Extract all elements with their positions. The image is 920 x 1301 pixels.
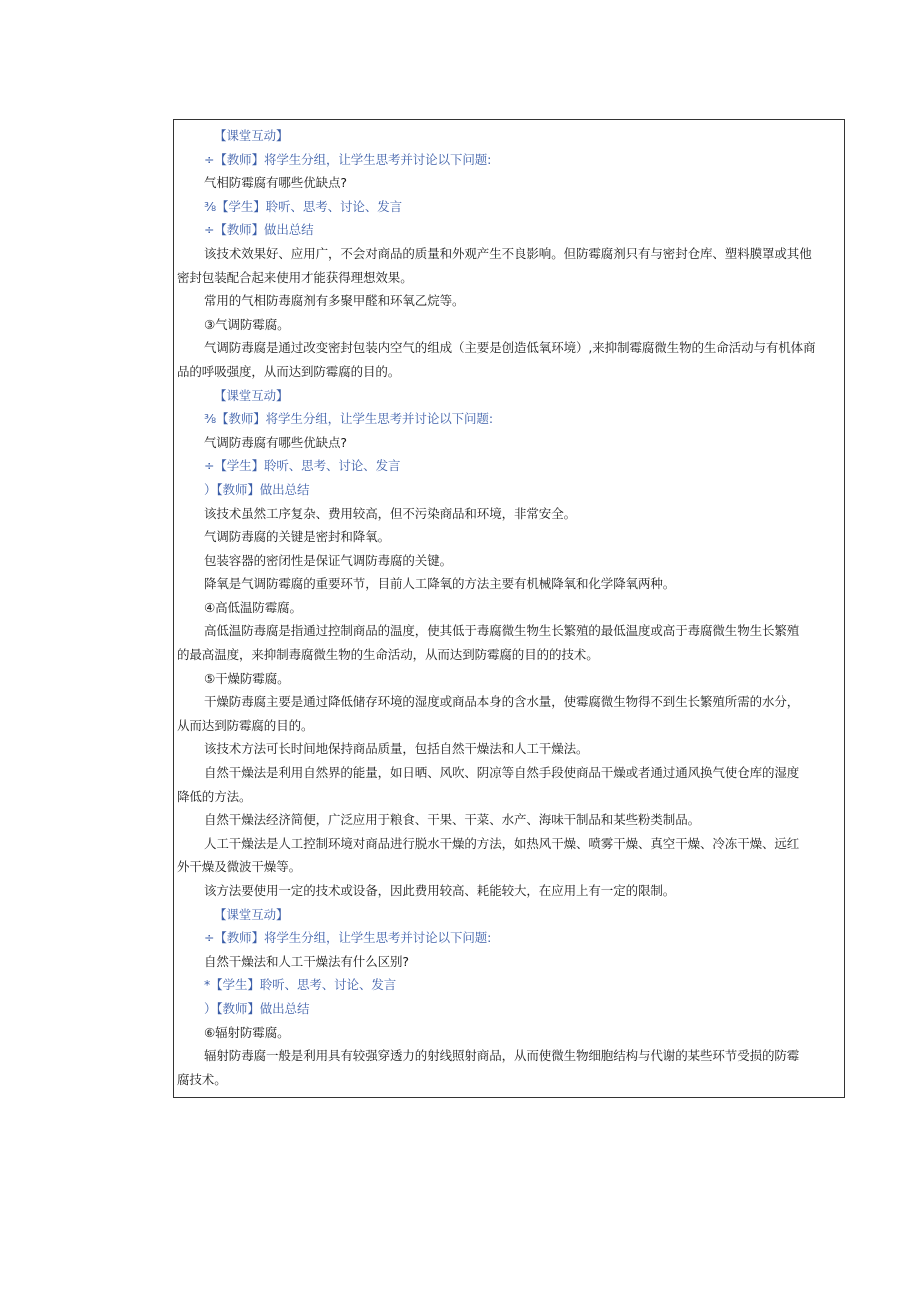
interaction-line: ）【教师】做出总结 [204,481,310,497]
interaction-line: ）【教师】做出总结 [204,1000,310,1016]
paragraph-line: 该方法要使用一定的技术或设备，因此费用较高、耗能较大，在应用上有一定的限制。 [204,883,676,898]
paragraph-line: 气调防毒腐的关键是密封和降氧。 [204,529,391,545]
paragraph-line: 气调防毒腐有哪些优缺点? [204,434,347,450]
paragraph-line: 外干燥及微波干燥等。 [177,859,302,875]
paragraph-line: ④高低温防霉腐。 [204,599,302,615]
paragraph-line: ⑤干燥防霉腐。 [204,670,290,686]
interaction-line: 【课堂互动】 [214,387,289,403]
paragraph-line: 辐射防毒腐一般是利用具有较强穿透力的射线照射商品，从而使微生物细胞结构与代谢的某些环节受损的防霉 [204,1048,800,1064]
paragraph-line: 自然干燥法是利用自然界的能量，如日晒、风吹、阴凉等自然手段使商品干燥或者通过通风换气使仓库的湿度 [204,765,800,781]
interaction-line: ÷【教师】将学生分组，让学生思考并讨论以下问题: [204,930,492,946]
paragraph-line: 自然干燥法经济简便，广泛应用于粮食、干果、干菜、水产、海味干制品和某些粉类制品。 [204,812,701,828]
interaction-line: ⅜【教师】将学生分组，让学生思考并讨论以下问题: [204,411,493,427]
paragraph-line: 的最高温度，来抑制毒腐微生物的生命活动，从而达到防霉腐的目的的技术。 [177,647,599,663]
paragraph-line: 降低的方法。 [177,788,252,804]
paragraph-line: 包装容器的密闭性是保证气调防毒腐的关键。 [204,552,453,568]
document-table-cell [173,119,845,1098]
paragraph-line: 该技术虽然工序复杂、费用较高，但不污染商品和环境，非常安全。 [204,505,577,521]
paragraph-line: ⑥辐射防霉腐。 [204,1024,290,1040]
paragraph-line: 干燥防毒腐主要是通过降低储存环境的湿度或商品本身的含水量，使霉腐微生物得不到生长繁殖所需的水分， [204,694,800,710]
interaction-line: ÷【教师】将学生分组，让学生思考并讨论以下问题: [204,151,492,167]
interaction-line: 【课堂互动】 [214,906,289,922]
paragraph-line: 从而达到防霉腐的目的。 [177,717,314,733]
interaction-line: ÷【学生】聆听、思考、讨论、发言 [204,458,401,474]
paragraph-line: 品的呼吸强度，从而达到防霉腐的目的。 [177,363,401,379]
interaction-line: 【课堂互动】 [214,128,289,143]
interaction-line: *【学生】聆听、思考、讨论、发言 [204,977,397,993]
interaction-line: ÷【教师】做出总结 [204,222,314,238]
paragraph-line: 自然干燥法和人工干燥法有什么区别? [204,953,409,969]
paragraph-line: 常用的气相防毒腐剂有多聚甲醛和环氧乙烷等。 [204,293,465,309]
paragraph-line: 该技术方法可长时间地保持商品质量，包括自然干燥法和人工干燥法。 [204,741,589,757]
paragraph-line: 降氧是气调防霉腐的重要环节，目前人工降氧的方法主要有机械降氧和化学降氧两种。 [204,576,676,592]
paragraph-line: 高低温防毒腐是指通过控制商品的温度，使其低于毒腐微生物生长繁殖的最低温度或高于毒腐微生物生长繁殖 [204,623,800,639]
document-body [174,124,844,1091]
paragraph-line: ③气调防霉腐。 [204,316,290,332]
paragraph-line: 腐技术。 [177,1071,227,1087]
paragraph-line: 密封包装配合起来使用才能获得理想效果。 [177,269,413,285]
paragraph-line: 人工干燥法是人工控制环境对商品进行脱水干燥的方法，如热风干燥、喷雾干燥、真空干燥、冷冻干燥、远红 [204,835,800,851]
paragraph-line: 气调防毒腐是通过改变密封包装内空气的组成（主要是创造低氧环境）,来抑制霉腐微生物的生命活动与有机体商 [204,340,816,356]
paragraph-line: 该技术效果好、应用广，不会对商品的质量和外观产生不良影响。但防霉腐剂只有与密封仓库、塑料膜罩或其他 [204,245,812,261]
interaction-line: ⅜【学生】聆听、思考、讨论、发言 [204,198,403,214]
paragraph-line: 气相防霉腐有哪些优缺点? [204,175,347,191]
